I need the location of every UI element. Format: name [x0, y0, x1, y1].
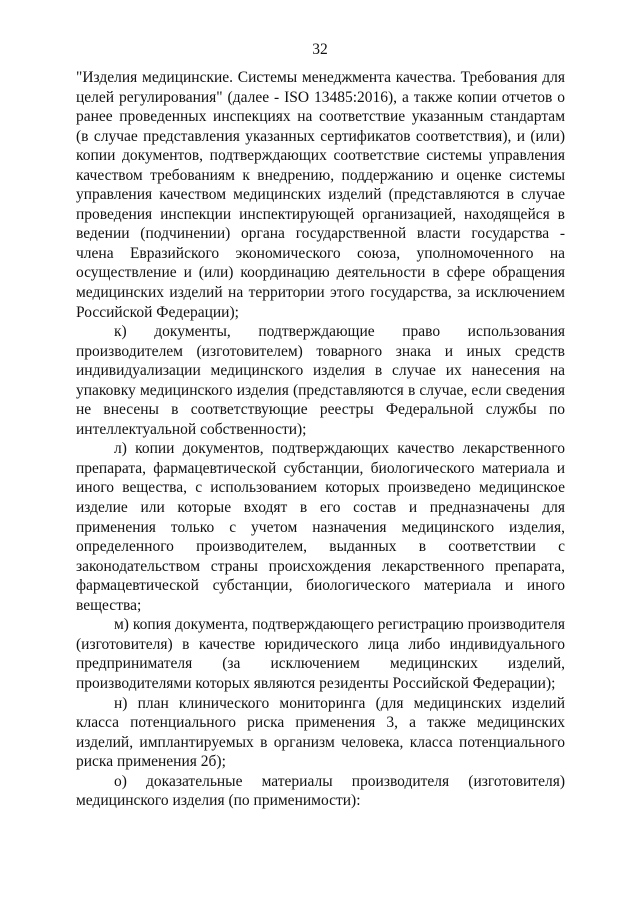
document-body: [76, 68, 565, 811]
page-number: 32: [312, 41, 328, 58]
paragraph-n-monitoring-plan: н) план клинического мониторинга (для медицинских изделий класса потенциального риска применения 3, а также медицинских изделий, имплантируемых в организм человека, класса потенциального риска применения 2б);: [76, 694, 565, 771]
paragraph-m-registration-copy: м) копия документа, подтверждающего регистрацию производителя (изготовителя) в качестве юридического лица либо индивидуального предпринимателя (за исключением медицинских изделий, производителями которых являются резиденты Российской Федерации);: [76, 616, 565, 692]
paragraph-k-trademark-documents: к) документы, подтверждающие право использования производителем (изготовителем) товарного знака и иных средств индивидуализации медицинского изделия в случае их нанесения на упаковку медицинского изделия (представляются в случае, если сведения не внесены в соответствующие реестры Федеральной службы по интеллектуальной собственности);: [76, 323, 565, 438]
paragraph-o-evidence-materials: о) доказательные материалы производителя (изготовителя) медицинского изделия (по применимости):: [76, 772, 565, 810]
paragraph-l-quality-documents: л) копии документов, подтверждающих качество лекарственного препарата, фармацевтической субстанции, биологического материала и иного вещества, с использованием которых произведено медицинское изделие или которые входят в его состав и предназначены для применения только с учетом назначения медицинского изделия, определенного производителем, выданных в соответствии с законодательством страны происхождения лекарственного препарата, фармацевтической субстанции, биологического материала и иного вещества;: [76, 440, 565, 614]
paragraph-iso-requirements: "Изделия медицинские. Системы менеджмента качества. Требования для целей регулирования" (далее - ISO 13485:2016), а также копии отчетов о ранее проведенных инспекциях на соответствие указанным стандартам (в случае представления указанных сертификатов соответствия), и (или) копии документов, подтверждающих соответствие системы управления качеством требованиям к внедрению, поддержанию и оценке системы управления качеством медицинских изделий (представляются в случае проведения инспекции инспектирующей организацией, находящейся в ведении (подчинении) органа государственной власти государства - члена Евразийского экономического союза, уполномоченного на осуществление и (или) координацию деятельности в сфере обращения медицинских изделий на территории этого государства, за исключением Российской Федерации);: [76, 69, 565, 321]
